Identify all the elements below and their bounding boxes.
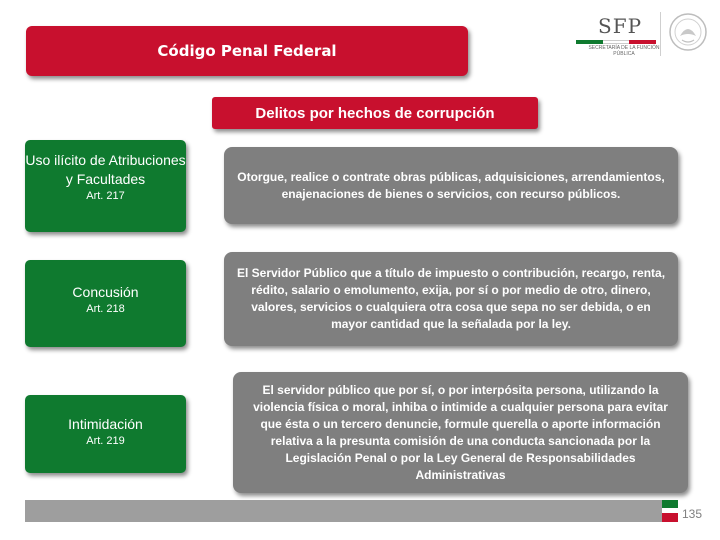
crime-box-intimidacion: [25, 395, 186, 473]
subtitle-text: Delitos por hechos de corrupción: [255, 104, 495, 122]
crime-box-uso-ilicito: [25, 140, 186, 232]
page-number: 135: [682, 507, 703, 521]
section-subtitle: [212, 97, 538, 129]
national-seal-icon: [668, 12, 708, 52]
logo-color-line: [576, 40, 656, 44]
crime-name: Uso ilícito de Atribuciones y Facultades: [25, 152, 186, 187]
sfp-logo: [570, 12, 710, 58]
crime-name: Intimidación: [68, 416, 143, 432]
crime-box-concusion: [25, 260, 186, 347]
crime-description: El servidor público que por sí, o por interpósita persona, utilizando la violencia física o moral, inhiba o intimide a cualquier persona para evitar que ésta o un tercero denuncie, formule querella o aporte información relativa a la presunta comisión de una conducta sancionada por la Legislación Penal o por la Ley General de Responsabilidades Administrativas: [233, 372, 688, 493]
footer-bar: [25, 500, 665, 522]
crime-article: Art. 217: [86, 190, 125, 202]
logo-separator: [660, 12, 661, 56]
flag-icon: [662, 500, 678, 522]
crime-article: Art. 218: [86, 303, 125, 315]
page-title: Código Penal Federal: [157, 42, 337, 60]
crime-description: El Servidor Público que a título de impuesto o contribución, recargo, renta, rédito, salario o emolumento, exija, por sí o por medio de otro, dinero, valores, servicios o cualquiera otra cosa que sepa no ser debida, o en mayor cantidad que la señalada por la ley.: [224, 252, 678, 346]
logo-text: SFP: [598, 14, 643, 38]
crime-article: Art. 219: [86, 435, 125, 447]
crime-name: Concusión: [72, 284, 139, 300]
logo-subtitle: SECRETARÍA DE LA FUNCIÓN PÚBLICA: [588, 45, 660, 57]
crime-description: Otorgue, realice o contrate obras públicas, adquisiciones, arrendamientos, enajenaciones de bienes o servicios, con recurso públicos.: [224, 147, 678, 224]
title-banner: [26, 26, 468, 76]
